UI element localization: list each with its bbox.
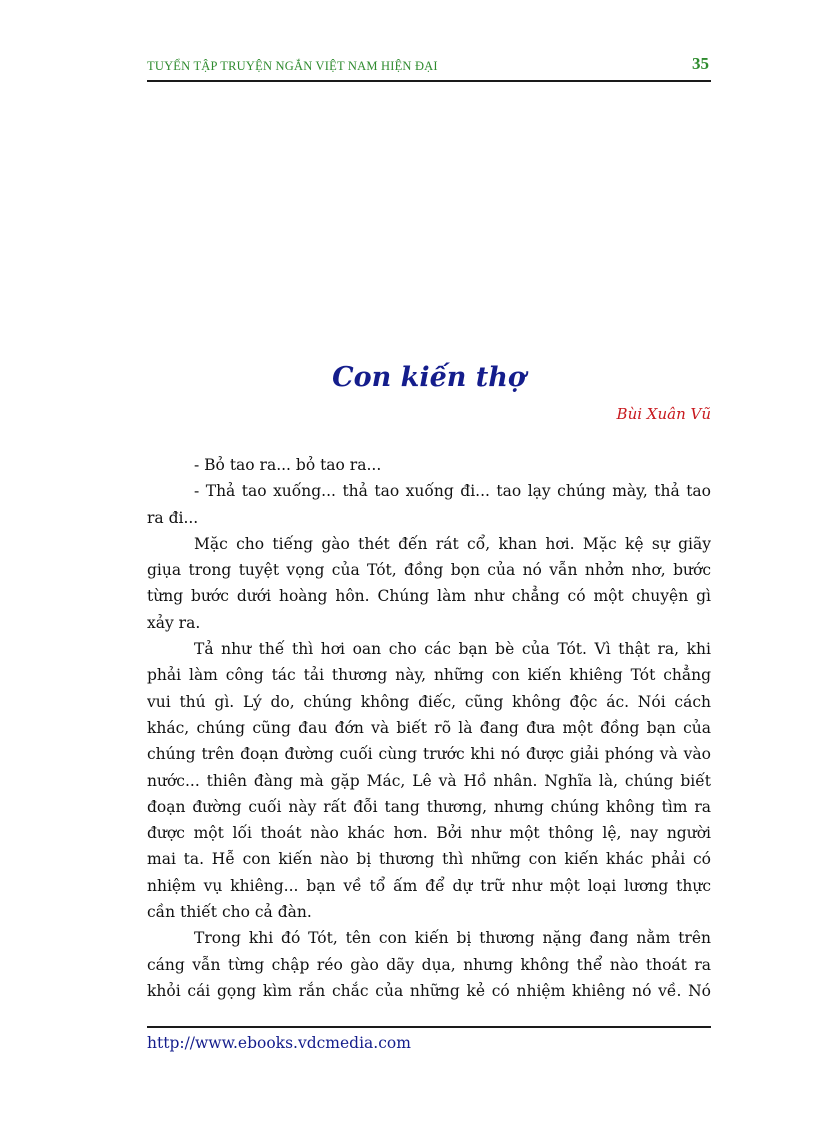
story-title: Con kiến thợ [332, 362, 526, 393]
text-line: vui thú gì. Lý do, chúng không điếc, cũng không độc ác. Nói cách [147, 692, 711, 711]
running-header [147, 54, 711, 82]
text-line: mai ta. Hễ con kiến nào bị thương thì những con kiến khác phải có [147, 850, 711, 869]
story-body [147, 452, 711, 1004]
text-line: Tả như thế thì hơi oan cho các bạn bè của Tót. Vì thật ra, khi [194, 640, 711, 659]
text-line: ra đi... [147, 508, 199, 527]
footer-url-link[interactable]: http://www.ebooks.vdcmedia.com [147, 1034, 411, 1052]
text-line: được một lối thoát nào khác hơn. Bởi như một thông lệ, nay người [147, 824, 711, 843]
footer-divider [147, 1026, 711, 1028]
author-name: Bùi Xuân Vũ [616, 405, 711, 423]
book-title: TUYỂN TẬP TRUYỆN NGẮN VIỆT NAM HIỆN ĐẠI [147, 59, 438, 73]
text-line: Trong khi đó Tót, tên con kiến bị thương nặng đang nằm trên [194, 929, 711, 948]
text-line: từng bước dưới hoàng hôn. Chúng làm như chẳng có một chuyện gì [147, 587, 711, 606]
text-line: cáng vẫn từng chập réo gào dãy dụa, nhưng không thể nào thoát ra [147, 955, 711, 974]
text-line: đoạn đường cuối này rất đỗi tang thương, nhưng chúng không tìm ra [147, 797, 711, 816]
text-line: chúng trên đoạn đường cuối cùng trước khi nó được giải phóng và vào [147, 745, 711, 764]
text-line: - Bỏ tao ra... bỏ tao ra... [194, 456, 382, 474]
text-line: Mặc cho tiếng gào thét đến rát cổ, khan hơi. Mặc kệ sự giãy [194, 534, 711, 553]
text-line: cần thiết cho cả đàn. [147, 903, 312, 922]
text-line: khỏi cái gọng kìm rắn chắc của những kẻ có nhiệm khiêng nó về. Nó [147, 981, 711, 1000]
text-line: khác, chúng cũng đau đớn và biết rõ là đang đưa một đồng bạn của [147, 718, 711, 737]
text-line: nhiệm vụ khiêng... bạn về tổ ấm để dự trữ như một loại lương thực [147, 876, 711, 895]
page-number: 35 [692, 54, 709, 73]
text-line: nước... thiên đàng mà gặp Mác, Lê và Hồ nhân. Nghĩa là, chúng biết [147, 771, 711, 790]
text-line: xảy ra. [147, 613, 201, 632]
text-line: - Thả tao xuống... thả tao xuống đi... tao lạy chúng mày, thả tao [194, 482, 711, 501]
text-line: giụa trong tuyệt vọng của Tót, đồng bọn của nó vẫn nhởn nhơ, bước [147, 561, 711, 580]
text-line: phải làm công tác tải thương này, những con kiến khiêng Tót chẳng [147, 666, 711, 685]
